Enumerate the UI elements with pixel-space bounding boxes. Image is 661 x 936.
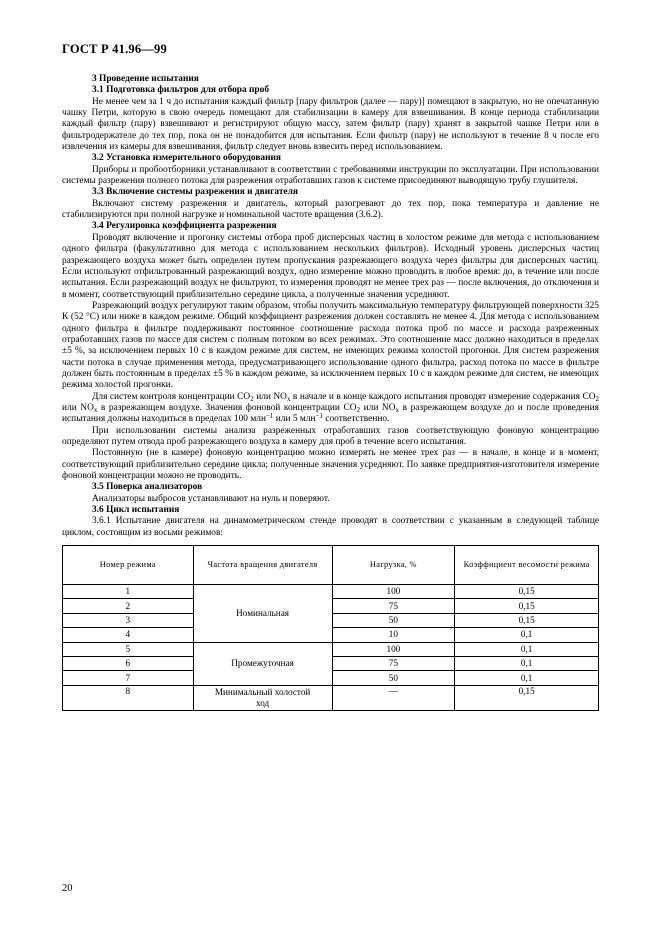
document-body: [62, 70, 599, 711]
section-3-6-title: 3.6 Цикл испытания: [92, 505, 180, 516]
table-row: [63, 585, 599, 599]
mode-cell: 7: [63, 671, 194, 685]
weight-cell: 0,1: [455, 657, 599, 671]
mode-cell: 3: [63, 613, 194, 627]
section-3-title: 3 Проведение испытания: [92, 74, 199, 84]
section-3-1-paragraph: Не менее чем за 1 ч до испытания каждый фильтр [пару фильтров (далее — пару)] помещают в закрытую, но не опечатанную чашку Петри, которую в свою очередь помещают для стабилизации в камеру для взвешивания. В конце периода стабилизации каждый фильтр (пару) взвешивают и регистрируют общую массу, затем фильтр (пару) хранят в закрытой чашке Петри или в фильтродержателе до тех пор, пока он не понадобится для испытания. Если фильтр (пару) не используют в течение 8 ч после его извлечения из камеры для взвешивания, фильтр следует вновь взвесить перед использованием.: [62, 96, 599, 153]
page-number: 20: [62, 883, 73, 894]
speed-cell-rated: Номинальная: [193, 585, 332, 643]
weight-cell: 0,15: [455, 685, 599, 710]
section-3-6-paragraph: 3.6.1 Испытание двигателя на динамометрическом стенде проводят в соответствии с указанным в следующей таблице циклом, состоящим из восьми режимов:: [62, 516, 599, 538]
load-cell: 100: [332, 585, 455, 599]
load-cell: 50: [332, 613, 455, 627]
section-3-4-paragraph-3: Для систем контроля концентрации $CO_2$ или $NO_x$ в начале и в конце каждого испытания проводят измерение содержания $CO_2$ или $NO_x$ в разрежающем воздухе. Значения фоновой концентрации $CO_2$ или $NO_x$ в разрежающем воздухе до и после проведения испытания должны находиться в пределах 100 млн$^{-1}$ или 5 млн$^{-1}$ соответственно.: [62, 391, 599, 425]
section-3-4-paragraph-1: Проводят включение и прогонку системы отбора проб дисперсных частиц в холостом режиме для метода с использованием одного фильтра (факультативно для метода с использованием нескольких фильтров). Исходный уровень дисперсных частиц разрежающего воздуха может быть определен путем пропускания разрежающего воздуха через фильтры для дисперсных частиц. Если используют отфильтрованный разрежающий воздух, одно измерение можно проводить в любое время: до, в течение или после испытания. Если разрежающий воздух не фильтруют, то измерения проводят не менее трех раз — после включения, до отключения и в момент, соответствующий приблизительно середине цикла, а полученные значения усредняют.: [62, 232, 599, 300]
test-cycle-table: [62, 545, 599, 711]
header-engine-speed: Частота вращения двигателя: [193, 546, 332, 585]
section-3-2-title: 3.2 Установка измерительного оборудования: [92, 153, 281, 164]
mode-cell: 6: [63, 657, 194, 671]
speed-cell-idle: Минимальный холостой ход: [193, 685, 332, 710]
section-3-4-title: 3.4 Регулировка коэффициента разрежения: [92, 221, 277, 232]
header-load: Нагрузка, %: [332, 546, 455, 585]
section-3-1-title: 3.1 Подготовка фильтров для отбора проб: [92, 85, 270, 96]
load-cell: 75: [332, 599, 455, 613]
table-row: [63, 685, 599, 710]
weight-cell: 0,15: [455, 613, 599, 627]
speed-cell-intermediate: Промежуточная: [193, 642, 332, 685]
weight-cell: 0,15: [455, 599, 599, 613]
document-id-header: ГОСТ Р 41.96—99: [62, 42, 167, 56]
section-3-3-paragraph: Включают систему разрежения и двигатель, который разогревают до тех пор, пока температура и давление не стабилизируются при полной нагрузке и номинальной частоте вращения (3.6.2).: [62, 198, 599, 221]
load-cell: 75: [332, 657, 455, 671]
section-3-3-title: 3.3 Включение системы разрежения и двигателя: [92, 187, 298, 198]
section-3-4-paragraph-2: Разрежающий воздух регулируют таким образом, чтобы получить максимальную температуру фильтрующей поверхности 325 К (52 °С) или ниже в каждом режиме. Общий коэффициент разрежения должен составлять не менее 4. Для метода с использованием одного фильтра в фильтре поддерживают постоянное соотношение расхода потока проб по массе и расхода разреженных отработавших газов по массе для систем с полным потоком во всех режимах. Это соотношение масс должно находиться в пределах ±5 %, за исключением первых 10 с в каждом режиме для систем, не имеющих режима холостой прогонки. Для систем разрежения части потока в случае применения метода, предусматривающего использование одного фильтра, расход потока по массе в фильтре должен быть постоянным в пределах ±5 % в каждом режиме, за исключением первых 10 с в каждом режиме для систем, не имеющих режима холостой прогонки.: [62, 300, 599, 391]
header-weighting-factor: Коэффициент весомости режима: [455, 546, 599, 585]
load-cell: 10: [332, 628, 455, 642]
section-3-2-paragraph: Приборы и пробоотборники устанавливают в соответствии с требованиями инструкции по эксплуатации. При использовании системы разрежения полного потока для разрежения отработавших газов к системе присоединяют выводящую трубу глушителя.: [62, 164, 599, 187]
weight-cell: 0,1: [455, 642, 599, 656]
mode-cell: 1: [63, 585, 194, 599]
mode-cell: 2: [63, 599, 194, 613]
section-3-4-paragraph-5: Постоянную (не в камере) фоновую концентрацию можно измерять не менее трех раз — в начале, в конце и в момент, соответствующий приблизительно середине цикла; полученные значения усредняют. По заявке предприятия-изготовителя измерение фоновой концентрации можно не проводить.: [62, 448, 599, 482]
section-3-5-paragraph: Анализаторы выбросов устанавливают на нуль и поверяют.: [92, 493, 330, 504]
section-3-5-title: 3.5 Поверка анализаторов: [92, 482, 203, 493]
weight-cell: 0,15: [455, 585, 599, 599]
table-header-row: [63, 546, 599, 585]
mode-cell: 4: [63, 628, 194, 642]
load-cell: 50: [332, 671, 455, 685]
load-cell: 100: [332, 642, 455, 656]
weight-cell: 0,1: [455, 671, 599, 685]
weight-cell: 0,1: [455, 628, 599, 642]
section-3-4-paragraph-4: При использовании системы анализа разреженных отработавших газов соответствующую фоновую концентрацию определяют путем отвода проб разрежающего воздуха в камеру для проб в течение всего испытания.: [62, 425, 599, 447]
load-cell: —: [332, 685, 455, 710]
mode-cell: 5: [63, 642, 194, 656]
mode-cell: 8: [63, 685, 194, 710]
header-mode-number: Номер режима: [63, 546, 194, 585]
table-row: [63, 642, 599, 656]
